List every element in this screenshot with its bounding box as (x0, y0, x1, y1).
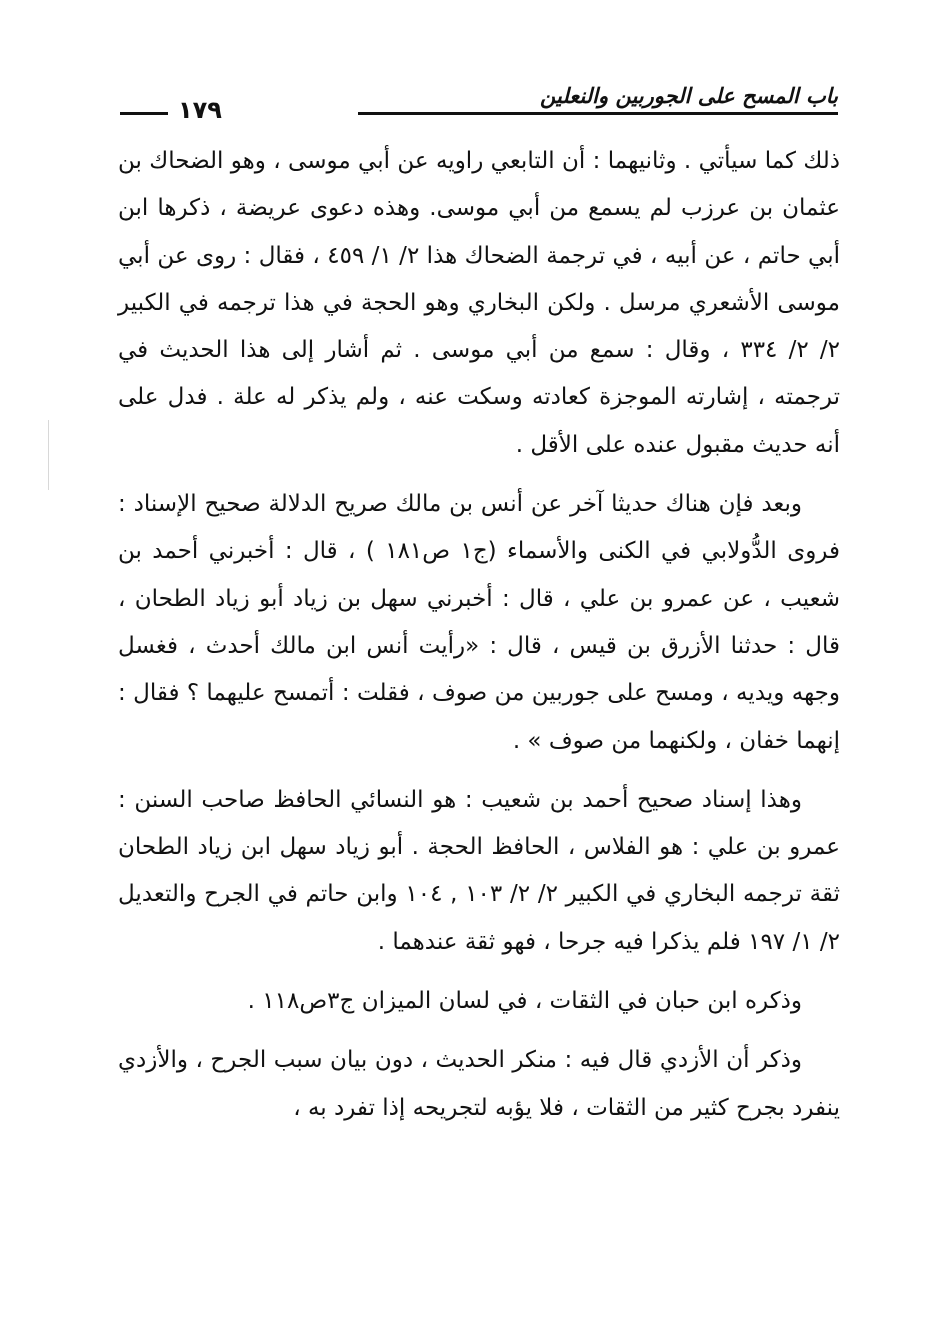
paragraph-4: وذكره ابن حبان في الثقات ، في لسان الميزان ج٣ص١١٨ . (247, 988, 802, 1015)
paragraph-5: وذكر أن الأزدي قال فيه : منكر الحديث ، دون بيان سبب الجرح ، والأزدي ينفرد بجرح كثير من الثقات ، فلا يؤبه لتجريحه إذا تفرد به ، (118, 1047, 840, 1121)
running-title: باب المسح على الجوربين والنعلين (540, 84, 838, 108)
paragraph-2: وبعد فإن هناك حديثا آخر عن أنس بن مالك صريح الدلالة صحيح الإسناد : فروى الدُّولابي في الكنى والأسماء (ج١ ص١٨١ ) ، قال : أخبرني أحمد بن شعيب ، عن عمرو بن علي ، قال : أخبرني سهل بن زياد أبو زياد الطحان ، قال : حدثنا الأزرق بن قيس ، قال : «رأيت أنس ابن مالك أحدث ، فغسل وجهه ويديه ، ومسح على جوربين من صوف ، فقلت : أتمسح عليهما ؟ فقال : إنهما خفان ، ولكنهما من صوف » . (118, 491, 840, 754)
paragraph-3: وهذا إسناد صحيح أحمد بن شعيب : هو النسائي الحافظ صاحب السنن : عمرو بن علي : هو الفلاس ، الحافظ الحجة . أبو زياد سهل ابن زياد الطحان ثقة ترجمه البخاري في الكبير ٢/ ٢/ ١٠٣ , ١٠٤ وابن حاتم في الجرح والتعديل ٢/ ١/ ١٩٧ فلم يذكرا فيه جرحا ، فهو ثقة عندهما . (118, 786, 841, 955)
page-header (120, 82, 838, 122)
header-rule-short (120, 112, 168, 115)
margin-scan-line (48, 420, 49, 490)
body-text (118, 138, 840, 1132)
page-number: ١٧٩ (178, 96, 222, 124)
header-rule-long (358, 112, 838, 115)
paragraph-1: ذلك كما سيأتي . وثانيهما : أن التابعي راويه عن أبي موسى ، وهو الضحاك بن عثمان بن عرزب لم يسمع من أبي موسى. وهذه دعوى عريضة ، ذكرها ابن أبي حاتم ، عن أبيه ، في ترجمة الضحاك هذا ٢/ ١/ ٤٥٩ ، فقال : روى عن أبي موسى الأشعري مرسل . ولكن البخاري وهو الحجة في هذا ترجمه في الكبير ٢/ ٢/ ٣٣٤ ، وقال : سمع من أبي موسى . ثم أشار إلى هذا الحديث في ترجمته ، إشارته الموجزة كعادته وسكت عنه ، ولم يذكر له علة . فدل على أنه حديث مقبول عنده على الأقل . (118, 148, 841, 458)
